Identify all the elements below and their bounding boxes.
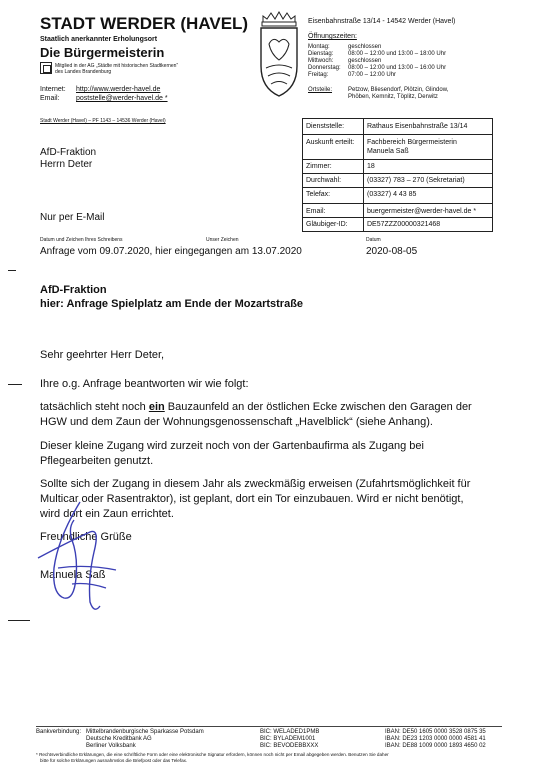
hours-day-3: Mittwoch: [308, 58, 334, 64]
email-label: Email: [40, 95, 60, 102]
dienststelle-value: Rathaus Eisenbahnstraße 13/14 [367, 123, 468, 130]
hours-title: Öffnungszeiten: [308, 33, 357, 40]
durchwahl-label: Durchwahl: [306, 177, 342, 184]
subject-line2: hier: Anfrage Spielplatz am Ende der Mozartstraße [40, 298, 304, 310]
body-paragraph-3: Dieser kleine Zugang wird zurzeit noch von der Gartenbaufirma als Zugang bei Pflegearbeiten genutzt. [40, 440, 424, 467]
recipient-line1: AfD-Fraktion [40, 147, 97, 158]
delivery-note: Nur per E-Mail [40, 212, 105, 223]
email-link-text: poststelle@werder-havel.de * [76, 95, 168, 102]
telefax-value: (03327) 4 43 85 [367, 191, 417, 198]
info-email-label: Email: [306, 208, 326, 215]
signer-name: Manuela Saß [40, 569, 106, 581]
ref-datum-value: 2020-08-05 [366, 246, 418, 257]
legal-note-line1: * Rechtsverbindliche Erklärungen, die eine schriftliche Form oder eine elektronische Signatur erfordern, können noch nicht per Email abgegeben werden. Benutzen Sie daher [36, 752, 389, 757]
auskunft-label: Auskunft erteilt: [306, 139, 355, 146]
recipient-line2: Herrn Deter [40, 159, 93, 170]
telefax-label: Telefax: [306, 191, 331, 198]
office-title: Die Bürgermeisterin [40, 45, 165, 60]
bank-bic-2: BIC: BYLADEM1001 [260, 736, 316, 742]
hours-day-5: Freitag: [308, 72, 329, 78]
legal-note-line2: bitte für solche Erklärungen ausnahmslos die Briefpost oder das Telefax. [40, 758, 188, 763]
ortsteile-line1: Petzow, Bliesendorf, Plötzin, Glindow, [348, 87, 449, 93]
bank-iban-3: IBAN: DE88 1009 0000 1893 4650 02 [385, 743, 486, 749]
hours-day-4: Donnerstag: [308, 65, 341, 71]
footer-rule [36, 726, 502, 727]
ag-membership-line2: des Landes Brandenburg [55, 69, 112, 75]
ortsteile-label: Ortsteile: [308, 87, 333, 93]
zimmer-value: 18 [367, 163, 375, 170]
closing: Freundliche Grüße [40, 531, 132, 543]
info-email-value[interactable]: buergermeister@werder-havel.de * [367, 208, 477, 215]
ref-unser-label: Unser Zeichen [206, 237, 239, 243]
bank-name-2: Deutsche Kreditbank AG [86, 736, 152, 742]
ortsteile-line2: Phöben, Kemnitz, Töplitz, Derwitz [348, 94, 438, 100]
bank-name-3: Berliner Volksbank [86, 743, 136, 749]
glaeubiger-label: Gläubiger-ID: [306, 221, 348, 228]
p2-part-c: Bauzaunfeld an der östlichen Ecke zwischen den Garagen der HGW und dem Zaun der Wohnungsgenossenschaft „Havelblick“ (siehe Anhang). [40, 401, 472, 428]
hours-day-2: Dienstag: [308, 51, 334, 57]
internet-label: Internet: [40, 86, 66, 93]
contact-info-box [302, 118, 493, 232]
salutation: Sehr geehrter Herr Deter, [40, 349, 165, 361]
fold-mark-middle [8, 384, 22, 385]
bank-name-1: Mittelbrandenburgische Sparkasse Potsdam [86, 729, 204, 735]
coat-of-arms-icon [257, 8, 301, 100]
ref-datum-label: Datum [366, 237, 381, 243]
city-address: Eisenbahnstraße 13/14 - 14542 Werder (Havel) [308, 18, 456, 25]
bank-iban-2: IBAN: DE23 1203 0000 0000 4581 41 [385, 736, 486, 742]
zimmer-label: Zimmer: [306, 163, 332, 170]
body-paragraph-4: Sollte sich der Zugang in diesem Jahr als zweckmäßig erweisen (Zufahrtsmöglichkeit für Multicar oder Rasentraktor), ist geplant, dort ein Tor einzubauen. Wird er nicht benötigt, wird dort ein Zaun errichtet. [40, 478, 471, 520]
fold-mark-bottom [8, 620, 30, 621]
bank-iban-1: IBAN: DE50 1605 0000 3528 0875 35 [385, 729, 486, 735]
bank-bic-1: BIC: WELADED1PMB [260, 729, 320, 735]
p2-part-a: tatsächlich steht noch [40, 401, 149, 413]
ref-ihr-value: Anfrage vom 09.07.2020, hier eingegangen am 13.07.2020 [40, 246, 302, 257]
hours-time-3: geschlossen [348, 58, 382, 64]
email-link[interactable] [76, 94, 168, 103]
hours-time-5: 07:00 – 12:00 Uhr [348, 72, 397, 78]
bank-label: Bankverbindung: [36, 729, 82, 735]
city-subtitle: Staatlich anerkannter Erholungsort [40, 36, 158, 43]
hours-time-4: 08:00 – 12:00 und 13:00 – 16:00 Uhr [348, 65, 447, 71]
dienststelle-label: Dienststelle: [306, 123, 345, 130]
sender-return-line: Stadt Werder (Havel) – PF 1143 – 14536 Werder (Havel) [40, 118, 166, 124]
glaeubiger-value: DE57ZZZ00000321468 [367, 221, 441, 228]
fold-mark-top [8, 270, 16, 271]
durchwahl-value: (03327) 783 – 270 (Sekretariat) [367, 177, 465, 184]
auskunft-value1: Fachbereich Bürgermeisterin [367, 139, 457, 146]
auskunft-value2: Manuela Saß [367, 148, 409, 155]
city-name: STADT WERDER (HAVEL) [40, 14, 249, 33]
ref-ihr-label: Datum und Zeichen Ihres Schreibens [40, 237, 123, 243]
ag-logo-icon [40, 62, 52, 74]
hours-time-2: 08:00 – 12:00 und 13:00 – 18:00 Uhr [348, 51, 447, 57]
p2-emphasis: ein [148, 401, 165, 413]
ag-membership-line1: Mitglied in der AG „Städte mit historischen Stadtkernen“ [55, 63, 179, 69]
subject-line1: AfD-Fraktion [40, 284, 107, 296]
body-paragraph-2 [40, 400, 480, 430]
bank-bic-3: BIC: BEVODEBBXXX [260, 743, 319, 749]
hours-day-1: Montag: [308, 44, 330, 50]
hours-time-1: geschlossen [348, 44, 382, 50]
internet-link[interactable]: http://www.werder-havel.de [76, 86, 161, 93]
body-paragraph-1: Ihre o.g. Anfrage beantworten wir wie folgt: [40, 378, 249, 390]
handwritten-signature [28, 498, 124, 618]
